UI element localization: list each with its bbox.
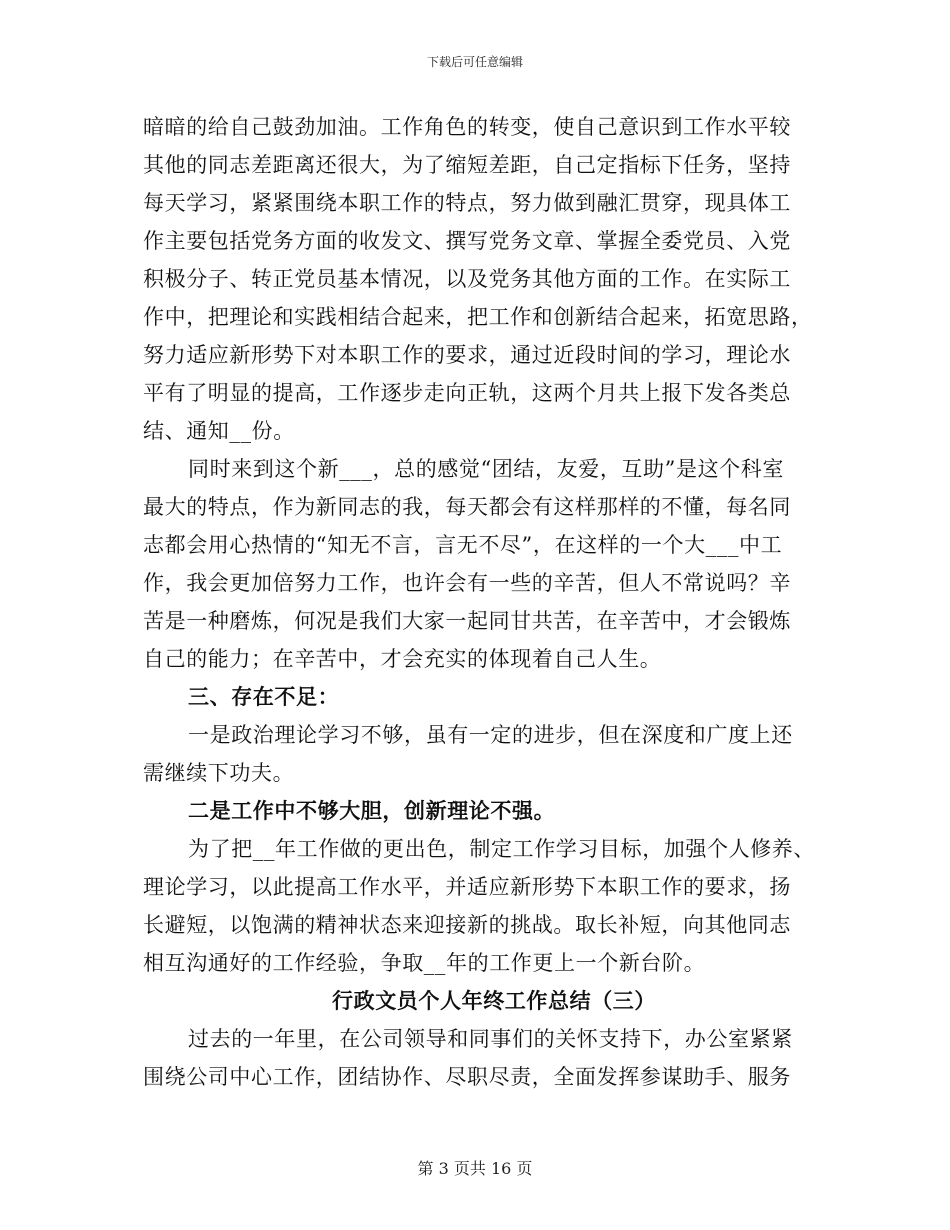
body-line: 需继续下功夫。 [143,761,295,785]
body-line: 每天学习，紧紧围绕本职工作的特点，努力做到融汇贯穿，现具体工 [143,191,791,215]
body-line: 平有了明显的提高，工作逐步走向正轨，这两个月共上报下发各类总 [143,381,791,405]
section-heading: 三、存在不足： [188,684,340,709]
body-line: 结、通知__份。 [143,419,295,443]
page-header: 下载后可任意编辑 [426,55,523,69]
body-line: 相互沟通好的工作经验，争取__年的工作更上一个新台阶。 [143,951,706,975]
paragraph-start-line: 一是政治理论学习不够，虽有一定的进步，但在深度和广度上还 [188,723,793,747]
body-line: 作主要包括党务方面的收发文、撰写党务文章、掌握全委党员、入党 [143,229,791,253]
body-line: 作，我会更加倍努力工作，也许会有一些的辛苦，但人不常说吗？辛 [143,571,791,595]
bold-statement: 二是工作中不够大胆，创新理论不强。 [188,798,556,823]
body-line: 自己的能力；在辛苦中，才会充实的体现着自己人生。 [143,647,662,671]
body-line: 长避短，以饱满的精神状态来迎接新的挑战。取长补短，向其他同志 [143,913,791,937]
body-line: 苦是一种磨炼，何况是我们大家一起同甘共苦，在辛苦中，才会锻炼 [143,609,791,633]
body-line: 其他的同志差距离还很大，为了缩短差距，自己定指标下任务，坚持 [143,153,791,177]
body-line: 志都会用心热情的“知无不言，言无不尽”，在这样的一个大___中工 [143,533,783,557]
page-footer: 第 3 页共 16 页 [417,1159,533,1178]
paragraph-start-line: 同时来到这个新___，总的感觉“团结，友爱，互助”是这个科室 [188,457,784,481]
paragraph-start-line: 过去的一年里，在公司领导和同事们的关怀支持下，办公室紧紧 [188,1027,793,1051]
body-line: 暗暗的给自己鼓劲加油。工作角色的转变，使自己意识到工作水平较 [143,115,791,139]
body-line: 最大的特点，作为新同志的我，每天都会有这样那样的不懂，每名同 [143,495,791,519]
body-line: 努力适应新形势下对本职工作的要求，通过近段时间的学习，理论水 [143,343,791,367]
body-line: 积极分子、转正党员基本情况，以及党务其他方面的工作。在实际工 [143,267,791,291]
body-line: 作中，把理论和实践相结合起来，把工作和创新结合起来，拓宽思路， [143,305,813,329]
body-line: 理论学习，以此提高工作水平，并适应新形势下本职工作的要求，扬 [143,875,791,899]
document-body [143,108,815,1096]
document-title: 行政文员个人年终工作总结（三） [332,988,656,1013]
paragraph-start-line: 为了把__年工作做的更出色，制定工作学习目标，加强个人修养、 [188,837,815,861]
body-line: 围绕公司中心工作，团结协作、尽职尽责，全面发挥参谋助手、服务 [143,1065,791,1089]
